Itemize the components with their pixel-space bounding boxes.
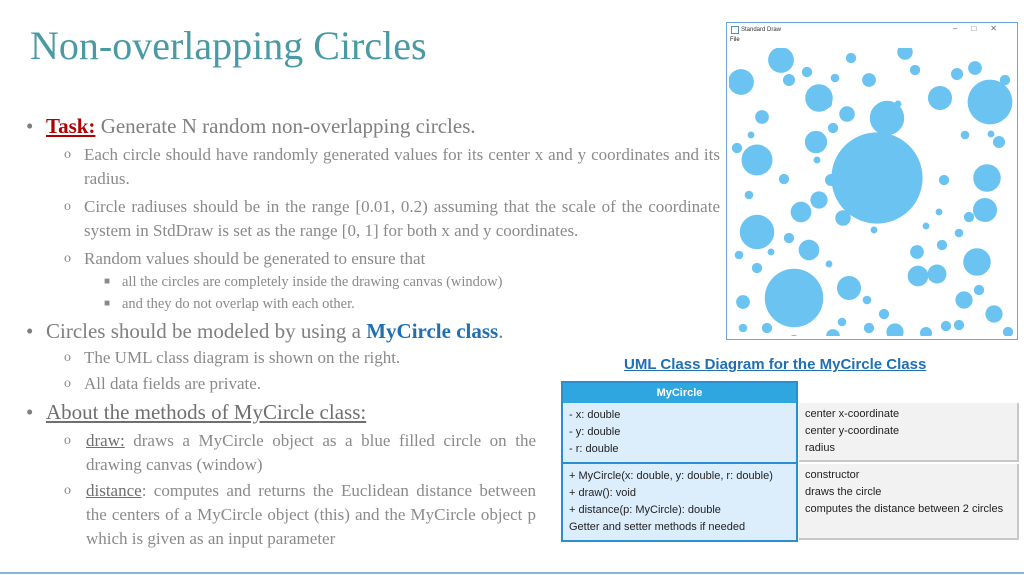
drawn-circle (910, 245, 924, 259)
stddraw-menu (727, 37, 1017, 46)
drawn-circle (864, 323, 874, 333)
draw-text: draws a MyCircle object as a blue filled circle on the drawing canvas (window) (86, 431, 536, 474)
drawn-circle (789, 335, 799, 336)
drawn-circle (735, 251, 744, 260)
drawn-circle (826, 261, 833, 268)
bullet-dot: • (26, 319, 34, 343)
stddraw-title: Standard Draw (741, 27, 782, 33)
java-icon (731, 26, 739, 34)
drawn-circle (897, 48, 912, 60)
bottom-rule (0, 572, 1024, 574)
drawn-circle (928, 86, 952, 110)
drawn-circle (831, 132, 922, 223)
drawn-circle (783, 74, 795, 86)
drawn-circle (908, 266, 929, 287)
drawn-circle (779, 174, 789, 184)
uml-caption: UML Class Diagram for the MyCircle Class (624, 356, 927, 373)
drawn-circle (755, 110, 769, 124)
method-note: draws the circle (805, 486, 882, 498)
bullet-dot: • (26, 400, 34, 424)
bullet-task (26, 114, 726, 139)
sub-bullet-3-text: Random values should be generated to ensure that (84, 249, 426, 268)
class-text-end: . (498, 319, 504, 343)
sub-sub-bullet-1-text: all the circles are completely inside the drawing canvas (window) (122, 274, 503, 290)
circle-bullet: o (64, 350, 71, 365)
drawn-circle (839, 106, 854, 121)
draw-label: draw: (86, 431, 125, 450)
file-menu[interactable]: File (730, 37, 740, 43)
drawn-circle (961, 131, 970, 140)
drawn-circle (955, 291, 972, 308)
drawn-circle (862, 73, 876, 87)
drawn-circle (886, 323, 903, 336)
drawn-circle (831, 74, 840, 83)
drawn-circle (1000, 75, 1010, 85)
sub-bullet-2-text: Circle radiuses should be in the range [0.01, 0.2) assuming that the scale of the coordinate system in StdDraw is set as the range [0, 1] for both x and y coordinates. (84, 197, 720, 240)
window-controls[interactable]: –□✕ (953, 24, 1011, 33)
drawn-circle (988, 131, 995, 138)
sub-bullet-uml (26, 346, 720, 370)
drawn-circle (968, 80, 1013, 125)
drawn-circle (937, 240, 947, 250)
bullet-class (26, 319, 726, 344)
drawn-circle (729, 69, 754, 95)
task-text: Generate N random non-overlapping circles. (95, 114, 476, 138)
drawn-circle (963, 248, 991, 276)
sub-bullet-3 (26, 247, 720, 271)
spacer (805, 518, 1011, 535)
drawn-circle (768, 48, 794, 73)
drawn-circle (846, 53, 856, 63)
drawn-circle (871, 227, 878, 234)
class-text: Circles should be modeled by using a (46, 319, 367, 343)
sub-bullet-1 (26, 143, 720, 191)
drawn-circle (748, 132, 755, 139)
circle-bullet: o (64, 147, 71, 162)
method-note: computes the distance between 2 circles (805, 503, 1004, 515)
drawn-circle (954, 320, 964, 330)
uml-field: - y: double (569, 426, 621, 438)
method-note: constructor (805, 469, 860, 481)
drawn-circle (765, 269, 823, 327)
drawn-circle (928, 265, 947, 284)
stddraw-window (726, 22, 1018, 340)
distance-text: : computes and returns the Euclidean distance between the centers of a MyCircle object (this) and the MyCircle object p which is given as an input parameter (86, 481, 536, 548)
uml-methods (563, 464, 796, 540)
drawn-circle (739, 324, 748, 333)
drawn-circle (973, 164, 1001, 192)
sub-bullet-private-text: All data fields are private. (84, 374, 262, 393)
drawn-circle (745, 191, 754, 200)
drawn-circle (964, 212, 974, 222)
drawn-circle (740, 215, 774, 249)
drawn-circle (838, 318, 847, 327)
drawn-circle (846, 187, 853, 194)
drawn-circle (769, 286, 778, 295)
drawn-circle (736, 295, 750, 309)
circle-bullet: o (64, 251, 71, 266)
circle-bullet: o (64, 376, 71, 391)
circle-bullet: o (64, 433, 71, 448)
sub-sub-bullet-2 (26, 293, 726, 315)
drawn-circle (842, 147, 852, 157)
drawn-circle (1003, 327, 1013, 336)
drawn-circle (968, 61, 982, 75)
drawn-circle (974, 285, 984, 295)
uml-class-name: MyCircle (563, 383, 796, 403)
uml-method: + draw(): void (569, 487, 636, 499)
drawn-circle (837, 276, 861, 300)
stddraw-canvas (729, 48, 1015, 336)
drawn-circle (810, 191, 827, 208)
drawn-circle (993, 136, 1005, 148)
drawn-circle (923, 223, 930, 230)
drawn-circle (879, 309, 889, 319)
class-name: MyCircle class (366, 319, 499, 343)
methods-heading: About the methods of MyCircle class: (46, 400, 367, 424)
uml-field: - r: double (569, 443, 619, 455)
uml-method: + distance(p: MyCircle): double (569, 504, 721, 516)
square-bullet: ■ (104, 276, 111, 287)
drawn-circle (732, 143, 742, 153)
sub-bullet-distance (26, 479, 536, 551)
drawn-circle (941, 321, 951, 331)
drawn-circle (895, 101, 902, 108)
drawn-circle (825, 174, 837, 186)
drawn-circle (951, 68, 963, 80)
circle-bullet: o (64, 199, 71, 214)
drawn-circle (742, 145, 773, 176)
drawn-circle (858, 187, 865, 194)
drawn-circle (920, 327, 932, 336)
drawn-circle (985, 305, 1002, 322)
drawn-circle (762, 323, 772, 333)
drawn-circle (910, 65, 920, 75)
drawn-circle (791, 202, 812, 223)
drawn-circle (802, 67, 812, 77)
field-note: radius (805, 442, 835, 454)
uml-method-notes (799, 464, 1019, 540)
distance-label: distance (86, 481, 142, 500)
field-note: center x-coordinate (805, 408, 900, 420)
uml-field: - x: double (569, 409, 621, 421)
drawn-circle (752, 263, 762, 273)
drawn-circle (835, 210, 850, 225)
sub-bullet-uml-text: The UML class diagram is shown on the right. (84, 348, 401, 367)
sub-sub-bullet-2-text: and they do not overlap with each other. (122, 296, 355, 312)
drawn-circle (955, 229, 964, 238)
drawn-circle (822, 98, 832, 108)
task-label: Task: (46, 114, 96, 138)
square-bullet: ■ (104, 298, 111, 309)
uml-method: Getter and setter methods if needed (569, 521, 746, 533)
circle-bullet: o (64, 483, 71, 498)
drawn-circle (863, 296, 872, 305)
sub-bullet-1-text: Each circle should have randomly generated values for its center x and y coordinates and its radius. (84, 145, 720, 188)
bullet-dot: • (26, 114, 34, 138)
drawn-circle (805, 131, 827, 153)
drawn-circle (826, 329, 840, 336)
drawn-circle (768, 249, 775, 256)
drawn-circle (936, 209, 943, 216)
drawn-circle (784, 233, 794, 243)
stddraw-titlebar (727, 23, 1017, 37)
uml-field-notes (799, 403, 1019, 462)
drawn-circle (814, 157, 821, 164)
drawn-circle (973, 198, 997, 222)
field-note: center y-coordinate (805, 425, 900, 437)
sub-bullet-2 (26, 195, 720, 243)
drawn-circle (799, 240, 820, 261)
uml-class-box (561, 381, 798, 542)
uml-method: + MyCircle(x: double, y: double, r: double) (569, 470, 773, 482)
sub-bullet-draw (26, 429, 536, 477)
drawn-circle (939, 175, 949, 185)
slide-title: Non-overlapping Circles (30, 23, 427, 68)
sub-sub-bullet-1 (26, 271, 726, 293)
drawn-circle (828, 123, 838, 133)
uml-fields (563, 403, 796, 464)
